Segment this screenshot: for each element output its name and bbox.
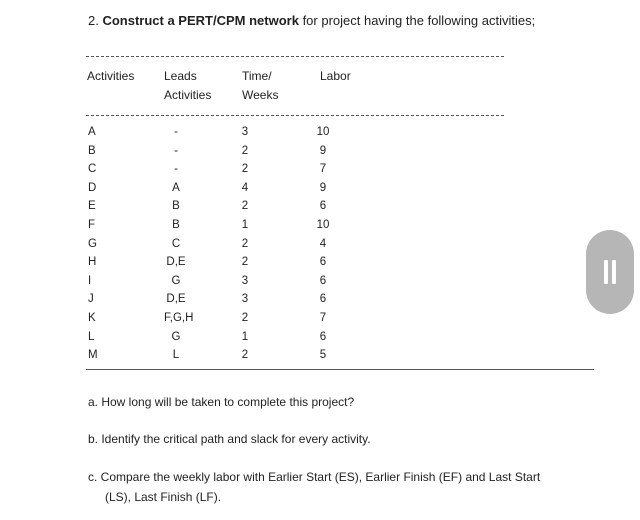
table-row bbox=[0, 331, 640, 349]
leads-cell: - bbox=[174, 163, 178, 176]
header-time-line1: Time/ bbox=[242, 69, 272, 83]
question-title-bold: Construct a PERT/CPM network bbox=[102, 13, 299, 28]
leads-cell: - bbox=[174, 144, 178, 157]
table-row bbox=[0, 200, 640, 218]
table-top-rule bbox=[86, 56, 504, 57]
labor-cell: 6 bbox=[319, 256, 327, 269]
time-cell: 3 bbox=[241, 274, 249, 287]
time-cell: 2 bbox=[241, 349, 249, 362]
time-cell: 2 bbox=[241, 200, 249, 213]
time-cell: 3 bbox=[241, 293, 249, 306]
table-row bbox=[0, 275, 640, 293]
question-number: 2. bbox=[88, 13, 99, 28]
time-cell: 2 bbox=[241, 312, 249, 324]
table-row bbox=[0, 163, 640, 181]
activity-cell: J bbox=[88, 293, 94, 306]
table-bottom-rule bbox=[86, 369, 594, 370]
labor-cell: 10 bbox=[316, 126, 330, 138]
table-row bbox=[0, 256, 640, 274]
question-title bbox=[88, 13, 535, 28]
activity-cell: D bbox=[88, 181, 97, 194]
table-row bbox=[0, 145, 640, 163]
header-labor: Labor bbox=[320, 69, 351, 83]
subquestion-c bbox=[88, 467, 598, 507]
leads-cell: A bbox=[172, 181, 180, 194]
subquestion-b: b. Identify the critical path and slack for every activity. bbox=[88, 432, 371, 446]
activity-cell: E bbox=[88, 200, 96, 213]
activity-cell: L bbox=[88, 330, 95, 343]
header-leads-line1: Leads bbox=[164, 69, 197, 83]
subquestion-a: a. How long will be taken to complete this project? bbox=[88, 395, 355, 409]
labor-cell: 9 bbox=[319, 181, 327, 194]
table-row bbox=[0, 238, 640, 256]
time-cell: 2 bbox=[241, 237, 249, 250]
activity-cell: I bbox=[88, 274, 92, 287]
labor-cell: 6 bbox=[319, 293, 327, 306]
table-row bbox=[0, 126, 640, 144]
table-row bbox=[0, 219, 640, 237]
labor-cell: 7 bbox=[319, 312, 327, 324]
labor-cell: 6 bbox=[319, 274, 327, 287]
leads-cell: B bbox=[172, 219, 180, 231]
table-row bbox=[0, 312, 640, 330]
activity-cell: M bbox=[88, 349, 98, 362]
time-cell: 1 bbox=[241, 219, 249, 231]
table-header-rule bbox=[86, 115, 504, 116]
leads-cell: G bbox=[171, 330, 181, 343]
leads-cell: D,E bbox=[166, 256, 186, 269]
labor-cell: 7 bbox=[319, 163, 327, 176]
labor-cell: 9 bbox=[319, 144, 327, 157]
table-row bbox=[0, 349, 640, 367]
time-cell: 4 bbox=[241, 181, 249, 194]
leads-cell: C bbox=[171, 237, 181, 250]
question-title-rest: for project having the following activities; bbox=[302, 13, 536, 28]
table-row bbox=[0, 182, 640, 200]
time-cell: 1 bbox=[241, 330, 249, 343]
scroll-handle[interactable] bbox=[586, 230, 634, 314]
leads-cell: G bbox=[171, 274, 181, 287]
labor-cell: 4 bbox=[319, 237, 327, 250]
header-leads-line2: Activities bbox=[164, 88, 212, 102]
table-row bbox=[0, 293, 640, 311]
labor-cell: 5 bbox=[319, 349, 327, 362]
leads-cell: L bbox=[172, 349, 180, 362]
labor-cell: 10 bbox=[316, 219, 330, 231]
leads-cell: F,G,H bbox=[164, 312, 194, 324]
activity-cell: B bbox=[88, 144, 96, 157]
leads-cell: - bbox=[174, 126, 178, 138]
time-cell: 2 bbox=[241, 144, 249, 157]
activity-cell: G bbox=[88, 237, 97, 250]
activity-cell: K bbox=[88, 312, 96, 324]
leads-cell: D,E bbox=[166, 293, 186, 306]
header-activities: Activities bbox=[87, 69, 135, 83]
labor-cell: 6 bbox=[319, 200, 327, 213]
subquestion-c-line1: c. Compare the weekly labor with Earlier Start (ES), Earlier Finish (EF) and Last Start bbox=[88, 470, 541, 484]
time-cell: 2 bbox=[241, 256, 249, 269]
leads-cell: B bbox=[172, 200, 180, 213]
activity-cell: A bbox=[88, 126, 96, 138]
labor-cell: 6 bbox=[319, 330, 327, 343]
header-time-line2: Weeks bbox=[242, 88, 279, 102]
time-cell: 2 bbox=[241, 163, 249, 176]
activity-cell: C bbox=[88, 163, 97, 176]
activity-cell: H bbox=[88, 256, 97, 269]
activity-cell: F bbox=[88, 219, 96, 231]
time-cell: 3 bbox=[241, 126, 249, 138]
subquestion-c-line2: (LS), Last Finish (LF). bbox=[105, 490, 222, 504]
